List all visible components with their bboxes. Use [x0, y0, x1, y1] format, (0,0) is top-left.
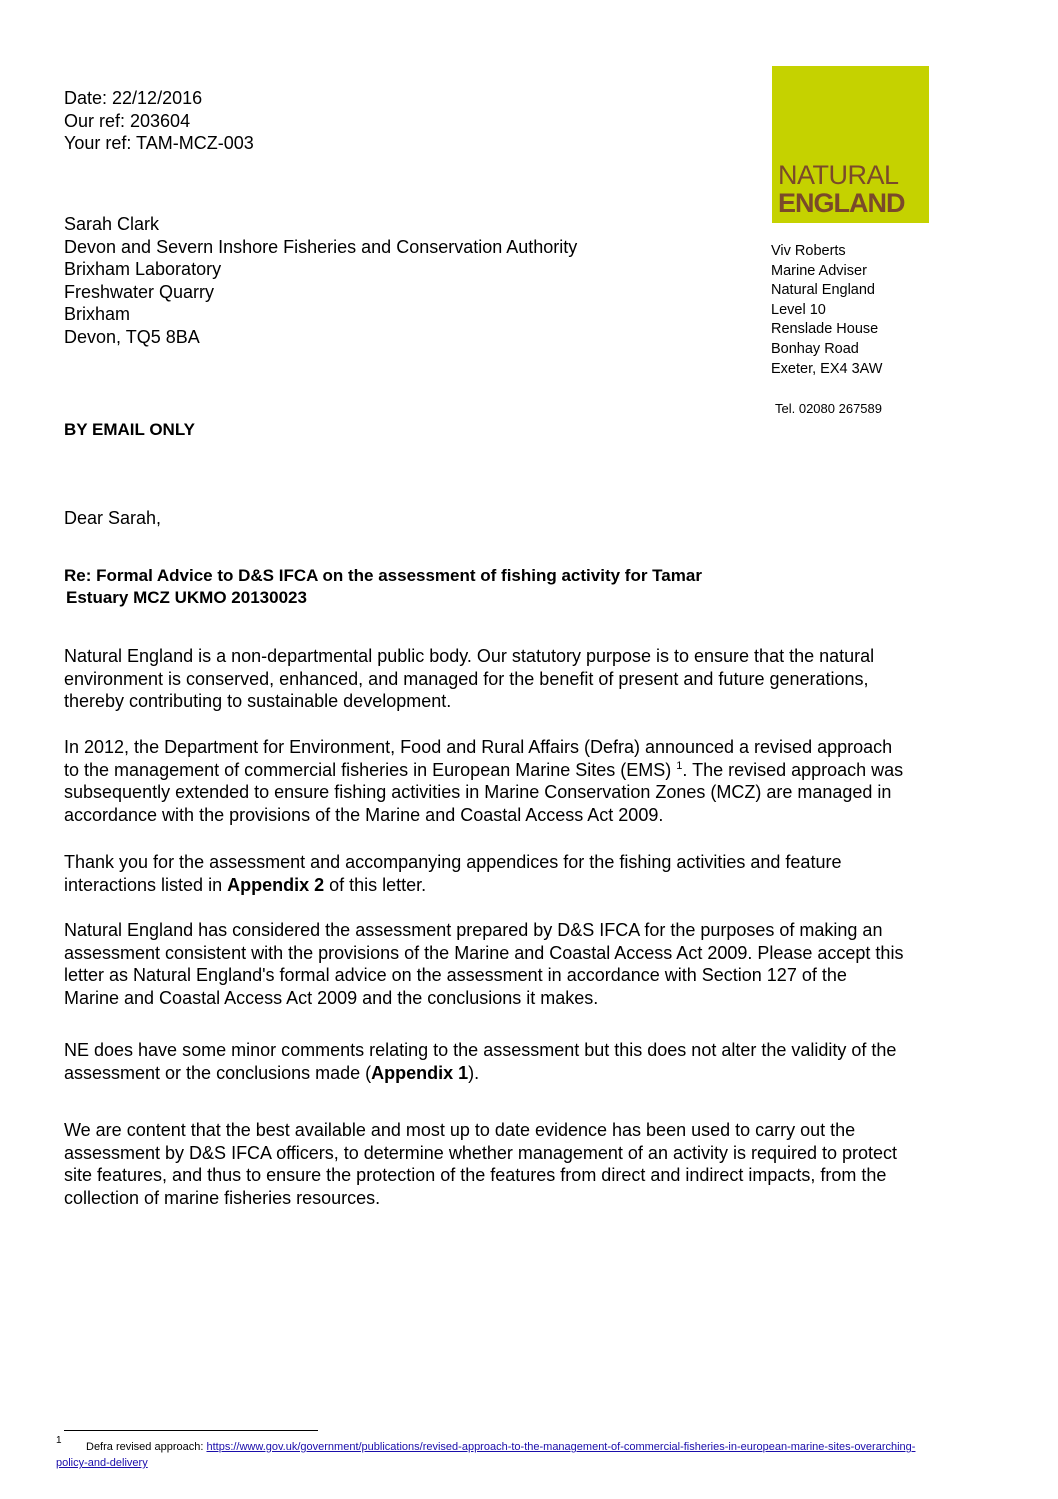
- sender-line: Exeter, EX4 3AW: [771, 360, 883, 377]
- paragraph-line: environment is conserved, enhanced, and managed for the benefit of present and future generations,: [64, 668, 869, 689]
- recipient-address: [64, 213, 577, 348]
- paragraph-line: Marine and Coastal Access Act 2009 and the conclusions it makes.: [64, 987, 599, 1008]
- paragraph-line: Natural England is a non-departmental public body. Our statutory purpose is to ensure that the natural: [64, 646, 875, 666]
- paragraph-text: to the management of commercial fisheries in European Marine Sites (EMS): [64, 759, 677, 780]
- paragraph-line: assessment consistent with the provisions of the Marine and Coastal Access Act 2009. Please accept this: [64, 942, 904, 963]
- subject-line-2: Estuary MCZ UKMO 20130023: [66, 588, 307, 607]
- paragraph-line: [64, 759, 1004, 782]
- sender-line: Natural England: [771, 282, 875, 299]
- paragraph-line: letter as Natural England's formal advice on the assessment in accordance with Section 127 of the: [64, 965, 847, 985]
- sender-line: Marine Adviser: [771, 262, 867, 279]
- footnote-reference: 1: [676, 759, 683, 772]
- paragraph-line: Thank you for the assessment and accompanying appendices for the fishing activities and feature: [64, 852, 842, 872]
- paragraph-line: subsequently extended to ensure fishing activities in Marine Conservation Zones (MCZ) are managed in: [64, 782, 892, 802]
- paragraph-line: accordance with the provisions of the Marine and Coastal Access Act 2009.: [64, 804, 664, 825]
- appendix-1-reference: Appendix 1: [371, 1062, 469, 1083]
- recipient-line: Brixham: [64, 304, 131, 324]
- footnote-number: 1: [56, 1435, 62, 1446]
- subject-line-1: Re: Formal Advice to D&S IFCA on the assessment of fishing activity for Tamar: [64, 566, 702, 585]
- natural-england-logo: [772, 66, 929, 223]
- paragraph-line: In 2012, the Department for Environment, Food and Rural Affairs (Defra) announced a revised approach: [64, 737, 893, 757]
- paragraph-3: [64, 851, 1004, 896]
- appendix-2-reference: Appendix 2: [227, 874, 325, 895]
- paragraph-line: NE does have some minor comments relating to the assessment but this does not alter the validity of the: [64, 1040, 897, 1060]
- paragraph-line: Natural England has considered the assessment prepared by D&S IFCA for the purposes of making an: [64, 920, 883, 940]
- sender-line: Bonhay Road: [771, 340, 859, 357]
- paragraph-text: ).: [468, 1062, 480, 1083]
- delivery-note: BY EMAIL ONLY: [64, 420, 195, 439]
- recipient-line: Sarah Clark: [64, 214, 160, 234]
- paragraph-line: site features, and thus to ensure the protection of the features from direct and indirect impacts, from the: [64, 1165, 887, 1185]
- footnote-link[interactable]: https://www.gov.uk/government/publications/revised-approach-to-the-management-of-commercial-fisheries-in-european-marine-sites-overarching-: [206, 1441, 916, 1453]
- paragraph-line: [64, 1062, 1004, 1085]
- our-reference: Our ref: 203604: [64, 110, 191, 131]
- recipient-line: Freshwater Quarry: [64, 281, 215, 302]
- paragraph-line: We are content that the best available and most up to date evidence has been used to carry out the: [64, 1120, 856, 1140]
- paragraph-5: [64, 1039, 1004, 1084]
- paragraph-line: collection of marine fisheries resources.: [64, 1187, 381, 1208]
- sender-line: Level 10: [771, 301, 826, 318]
- footnote-line-1: [86, 1440, 915, 1454]
- logo-text-natural: NATURAL: [778, 160, 899, 190]
- footnote-link-continuation[interactable]: policy-and-delivery: [56, 1457, 148, 1469]
- recipient-line: Brixham Laboratory: [64, 259, 222, 279]
- paragraph-text: . The revised approach was: [682, 759, 904, 780]
- paragraph-1: [64, 645, 1004, 713]
- paragraph-line: thereby contributing to sustainable development.: [64, 691, 452, 711]
- footnote-label: Defra revised approach:: [86, 1441, 204, 1453]
- salutation: Dear Sarah,: [64, 508, 162, 528]
- sender-telephone: Tel. 02080 267589: [775, 401, 882, 416]
- paragraph-text: of this letter.: [324, 874, 427, 895]
- paragraph-2: [64, 736, 1004, 826]
- footnote-divider: [64, 1430, 318, 1431]
- footnote-line-2: [56, 1456, 148, 1470]
- paragraph-text: assessment or the conclusions made (: [64, 1062, 372, 1083]
- logo-text-england: ENGLAND: [778, 188, 905, 218]
- recipient-line: Devon, TQ5 8BA: [64, 326, 200, 347]
- sender-line: Renslade House: [771, 321, 879, 338]
- paragraph-text: interactions listed in: [64, 874, 228, 895]
- letter-date: Date: 22/12/2016: [64, 88, 203, 108]
- recipient-line: Devon and Severn Inshore Fisheries and Conservation Authority: [64, 236, 578, 257]
- sender-line: Viv Roberts: [771, 243, 846, 259]
- reference-block: [64, 87, 254, 155]
- paragraph-4: [64, 919, 1004, 1009]
- paragraph-line: [64, 874, 1004, 897]
- paragraph-6: [64, 1119, 1004, 1209]
- your-reference: Your ref: TAM-MCZ-003: [64, 133, 254, 153]
- paragraph-line: assessment by D&S IFCA officers, to determine whether management of an activity is required to protect: [64, 1142, 898, 1163]
- subject-line: [64, 565, 702, 609]
- sender-address: [771, 242, 882, 379]
